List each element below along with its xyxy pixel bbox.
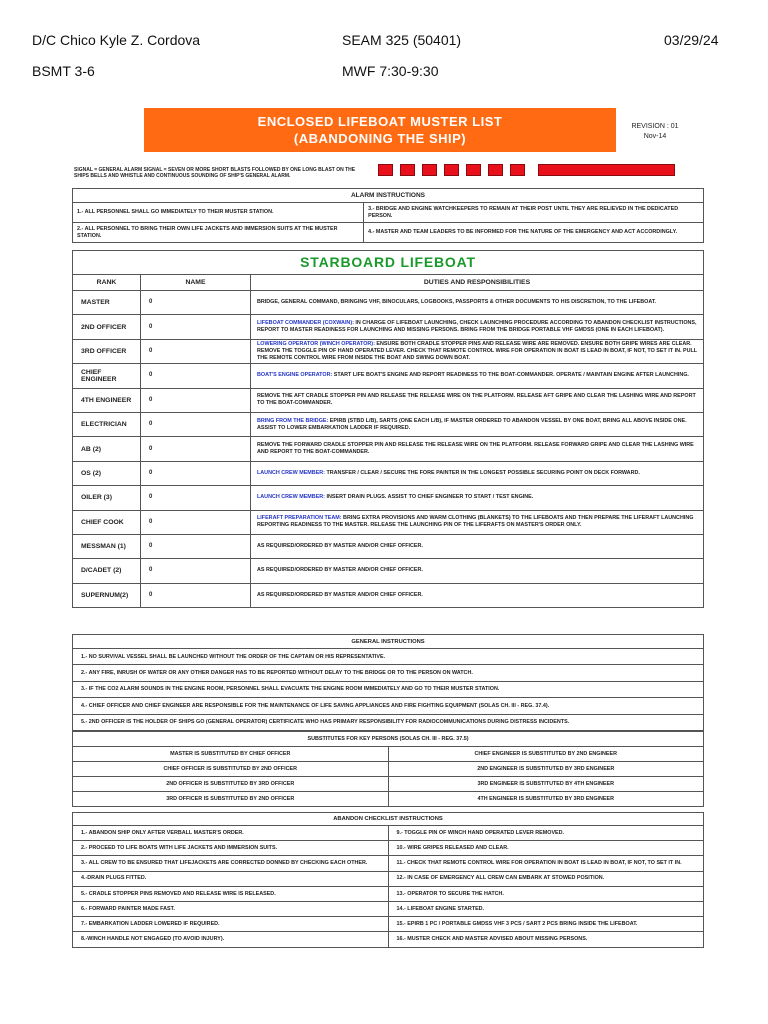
course-code: SEAM 325 (50401) xyxy=(342,32,462,48)
section-title: STARBOARD LIFEBOAT xyxy=(73,251,704,275)
duty-role: LIFEBOAT COMMANDER (COXWAIN): xyxy=(257,320,354,327)
crew-rank: MASTER xyxy=(73,291,141,315)
crew-duty xyxy=(251,534,704,558)
date: 03/29/24 xyxy=(664,32,719,48)
checklist-item: 6.- FORWARD PAINTER MADE FAST. xyxy=(73,901,389,916)
crew-duty xyxy=(251,437,704,461)
column-header-duties: DUTIES AND RESPONSIBILITIES xyxy=(251,275,704,291)
checklist-item: 11.- CHECK THAT REMOTE CONTROL WIRE FOR OPERATION IN BOAT IS LEAD IN BOAT, IF NOT, TO SET IT IN. xyxy=(388,856,704,871)
banner-subtitle: (ABANDONING THE SHIP) xyxy=(293,131,467,146)
crew-duty xyxy=(251,339,704,363)
short-blast-flag xyxy=(466,164,481,176)
crew-rank: 2ND OFFICER xyxy=(73,315,141,339)
duty-text: EPIRB (STBD L/B), SARTS (ONE EACH L/B), IF MASTER ORDERED TO ABANDON VESSEL BY ONE BOAT, BRING ALL ABOVE INSIDE ONE. ASSIST TO LOWER EMBARKATION LADDER IF REQUIRED. xyxy=(257,417,687,431)
short-blast-flag xyxy=(444,164,459,176)
substitutes-title: SUBSTITUTES FOR KEY PERSONS (SOLAS CH. III - REG. 37.5) xyxy=(73,732,704,747)
crew-duty xyxy=(251,388,704,412)
crew-row xyxy=(73,583,704,607)
duty-text: BRIDGE, GENERAL COMMAND, BRINGING VHF, BINOCULARS, LOGBOOKS, PASSPORTS & OTHER DOCUMENTS TO HIS DISCRETION, TO THE LIFEBOAT. xyxy=(257,299,657,306)
schedule: MWF 7:30-9:30 xyxy=(342,63,439,79)
crew-row xyxy=(73,437,704,461)
crew-rank: SUPERNUM(2) xyxy=(73,583,141,607)
crew-rank: MESSMAN (1) xyxy=(73,534,141,558)
checklist-item: 13.- OPERATOR TO SECURE THE HATCH. xyxy=(388,886,704,901)
substitute-entry: 3RD ENGINEER IS SUBSTITUTED BY 4TH ENGINEER xyxy=(388,777,704,792)
general-instructions-table xyxy=(72,634,704,731)
duty-role: LIFERAFT PREPARATION TEAM: xyxy=(257,515,342,522)
short-blast-flag xyxy=(378,164,393,176)
duty-text: BRING EXTRA PROVISIONS AND WARM CLOTHING (BLANKETS) TO THE LIFEBOATS AND THEN PREPARE THE LIFERAFT LAUNCHING REPORTING READINESS TO THE MASTER. RELEASE THE LAUNCHING PIN OF THE LIFERAFTS ON MASTER'S ORDER ONLY. xyxy=(257,515,694,529)
substitute-entry: MASTER IS SUBSTITUTED BY CHIEF OFFICER xyxy=(73,747,389,762)
crew-rank: OS (2) xyxy=(73,461,141,485)
alarm-instructions-table xyxy=(72,188,704,243)
general-item: 3.- IF THE CO2 ALARM SOUNDS IN THE ENGINE ROOM, PERSONNEL SHALL EVACUATE THE ENGINE ROOM IMMEDIATELY AND GO TO THEIR MUSTER STATION. xyxy=(73,681,704,697)
checklist-item: 9.- TOGGLE PIN OF WINCH HAND OPERATED LEVER REMOVED. xyxy=(388,826,704,841)
general-item: 4.- CHIEF OFFICER AND CHIEF ENGINEER ARE RESPONSIBLE FOR THE MAINTENANCE OF LIFE SAVING APPLIANCES AND FIRE FIGHTING EQUIPMENT (SOLAS CH. III - REG. 37.4). xyxy=(73,698,704,714)
checklist-item: 3.- ALL CREW TO BE ENSURED THAT LIFEJACKETS ARE CORRECTED DONNED BY CHECKING EACH OTHER. xyxy=(73,856,389,871)
crew-duty xyxy=(251,510,704,534)
checklist-item: 4.-DRAIN PLUGS FITTED. xyxy=(73,871,389,886)
short-blast-flag xyxy=(422,164,437,176)
crew-rank: 3RD OFFICER xyxy=(73,339,141,363)
crew-duty xyxy=(251,461,704,485)
duty-role: LAUNCH CREW MEMBER: xyxy=(257,469,325,476)
alarm-item: 3.- BRIDGE AND ENGINE WATCHKEEPERS TO REMAIN AT THEIR POST UNTIL THEY ARE RELIEVED IN THE DEDICATED PERSON. xyxy=(364,203,704,223)
crew-row xyxy=(73,559,704,583)
short-blast-flag xyxy=(510,164,525,176)
general-item: 1.- NO SURVIVAL VESSEL SHALL BE LAUNCHED WITHOUT THE ORDER OF THE CAPTAIN OR HIS REPRESENTATIVE. xyxy=(73,649,704,665)
duty-text: AS REQUIRED/ORDERED BY MASTER AND/OR CHIEF OFFICER. xyxy=(257,591,423,598)
crew-name: 0 xyxy=(141,315,251,339)
abandon-checklist-title: ABANDON CHECKLIST INSTRUCTIONS xyxy=(73,813,704,826)
banner-title: ENCLOSED LIFEBOAT MUSTER LIST xyxy=(257,114,503,129)
duty-role: LOWERING OPERATOR (WINCH OPERATOR): xyxy=(257,340,375,347)
alarm-instructions-title: ALARM INSTRUCTIONS xyxy=(73,189,704,203)
revision-label: REVISION : 01 xyxy=(631,123,679,130)
duty-text: INSERT DRAIN PLUGS. ASSIST TO CHIEF ENGINEER TO START / TEST ENGINE. xyxy=(324,494,534,501)
starboard-lifeboat-table xyxy=(72,250,704,608)
revision-date: Nov-14 xyxy=(643,133,667,140)
crew-row xyxy=(73,510,704,534)
crew-name: 0 xyxy=(141,339,251,363)
revision-block xyxy=(626,122,684,142)
crew-name: 0 xyxy=(141,364,251,388)
alarm-signal-text: SIGNAL = GENERAL ALARM SIGNAL = SEVEN OR MORE SHORT BLASTS FOLLOWED BY ONE LONG BLAST ON THE SHIPS BELLS AND WHISTLE AND CONTINUOUS SOUNDING OF SHIP'S GENERAL ALARM. xyxy=(74,167,356,179)
duty-text: IN CHARGE OF LIFEBOAT LAUNCHING, CHECK LAUNCHING PROCEDURE ACCORDING TO ABANDON CHECKLIST INSTRUCTIONS, REPORT TO MASTER READINESS FOR LAUNCHING AND MISSING PERSONS. BRING FROM THE BRIDGE PORTABLE VHF GMDSS (ONE IN EACH LIFEBOAT). xyxy=(257,320,697,334)
crew-duty xyxy=(251,486,704,510)
checklist-item: 8.-WINCH HANDLE NOT ENGAGED (TO AVOID INJURY). xyxy=(73,932,389,947)
duty-role: LAUNCH CREW MEMBER: xyxy=(257,494,325,501)
checklist-item: 5.- CRADLE STOPPER PINS REMOVED AND RELEASE WIRE IS RELEASED. xyxy=(73,886,389,901)
crew-rank: D/CADET (2) xyxy=(73,559,141,583)
muster-list-banner xyxy=(144,108,616,152)
crew-rank: CHIEF COOK xyxy=(73,510,141,534)
crew-duty xyxy=(251,583,704,607)
section: BSMT 3-6 xyxy=(32,63,95,79)
student-name: D/C Chico Kyle Z. Cordova xyxy=(32,32,201,48)
alarm-item: 1.- ALL PERSONNEL SHALL GO IMMEDIATELY TO THEIR MUSTER STATION. xyxy=(73,203,364,223)
crew-duty xyxy=(251,412,704,436)
crew-name: 0 xyxy=(141,437,251,461)
crew-duty xyxy=(251,559,704,583)
duty-text: REMOVE THE AFT CRADLE STOPPER PIN AND RELEASE THE RELEASE WIRE ON THE PLATFORM. RELEASE AFT GRIPE AND CLEAR THE LASHING WIRE AND REPORT TO THE BOAT-COMMANDER. xyxy=(257,393,696,407)
checklist-item: 12.- IN CASE OF EMERGENCY ALL CREW CAN EMBARK AT STOWED POSITION. xyxy=(388,871,704,886)
crew-duty xyxy=(251,315,704,339)
column-header-rank: RANK xyxy=(73,275,141,291)
crew-name: 0 xyxy=(141,412,251,436)
crew-row xyxy=(73,291,704,315)
crew-rank: ELECTRICIAN xyxy=(73,412,141,436)
crew-row xyxy=(73,388,704,412)
crew-rank: AB (2) xyxy=(73,437,141,461)
short-blast-flag xyxy=(400,164,415,176)
alarm-signal-flags xyxy=(378,164,675,176)
crew-row xyxy=(73,412,704,436)
duty-text: START LIFE BOAT'S ENGINE AND REPORT READINESS TO THE BOAT-COMMANDER. OPERATE / MAINTAIN ENGINE AFTER LAUNCHING. xyxy=(332,372,689,379)
alarm-item: 2.- ALL PERSONNEL TO BRING THEIR OWN LIFE JACKETS AND IMMERSION SUITS AT THE MUSTER STATION. xyxy=(73,223,364,243)
crew-name: 0 xyxy=(141,388,251,412)
crew-rank: CHIEF ENGINEER xyxy=(73,364,141,388)
general-item: 2.- ANY FIRE, INRUSH OF WATER OR ANY OTHER DANGER HAS TO BE REPORTED WITHOUT DELAY TO THE BRIDGE OR TO THE PERSON ON WATCH. xyxy=(73,665,704,681)
long-blast-flag xyxy=(538,164,675,176)
column-header-name: NAME xyxy=(141,275,251,291)
substitute-entry: CHIEF ENGINEER IS SUBSTITUTED BY 2ND ENGINEER xyxy=(388,747,704,762)
crew-name: 0 xyxy=(141,461,251,485)
duty-text: AS REQUIRED/ORDERED BY MASTER AND/OR CHIEF OFFICER. xyxy=(257,567,423,574)
crew-name: 0 xyxy=(141,486,251,510)
general-item: 5.- 2ND OFFICER IS THE HOLDER OF SHIPS GO (GENERAL OPERATOR) CERTIFICATE WHO HAS PRIMARY RESPONSIBILITY FOR RADIOCOMMUNICATIONS DURING DISTRESS INCIDENTS. xyxy=(73,714,704,730)
checklist-item: 1.- ABANDON SHIP ONLY AFTER VERBALL MASTER'S ORDER. xyxy=(73,826,389,841)
crew-duty xyxy=(251,291,704,315)
duty-text: REMOVE THE FORWARD CRADLE STOPPER PIN AND RELEASE THE RELEASE WIRE ON THE PLATFORM. RELEASE FORWARD GRIPE AND CLEAR THE LASHING WIRE AND REPORT TO THE BOAT-COMMANDER. xyxy=(257,442,694,456)
crew-row xyxy=(73,486,704,510)
crew-row xyxy=(73,364,704,388)
crew-rank: 4TH ENGINEER xyxy=(73,388,141,412)
crew-name: 0 xyxy=(141,534,251,558)
alarm-item: 4.- MASTER AND TEAM LEADERS TO BE INFORMED FOR THE NATURE OF THE EMERGENCY AND ACT ACCORDINGLY. xyxy=(364,223,704,243)
short-blast-flag xyxy=(488,164,503,176)
checklist-item: 7.- EMBARKATION LADDER LOWERED IF REQUIRED. xyxy=(73,917,389,932)
duty-text: AS REQUIRED/ORDERED BY MASTER AND/OR CHIEF OFFICER. xyxy=(257,543,423,550)
abandon-checklist-table xyxy=(72,812,704,948)
crew-row xyxy=(73,339,704,363)
substitute-entry: 2ND OFFICER IS SUBSTITUTED BY 3RD OFFICER xyxy=(73,777,389,792)
crew-rank: OILER (3) xyxy=(73,486,141,510)
crew-name: 0 xyxy=(141,559,251,583)
crew-duty xyxy=(251,364,704,388)
general-instructions-title: GENERAL INSTRUCTIONS xyxy=(73,635,704,649)
checklist-item: 10.- WIRE GRIPES RELEASED AND CLEAR. xyxy=(388,841,704,856)
duty-role: BRING FROM THE BRIDGE: xyxy=(257,417,329,424)
crew-row xyxy=(73,534,704,558)
checklist-item: 2.- PROCEED TO LIFE BOATS WITH LIFE JACKETS AND IMMERSION SUITS. xyxy=(73,841,389,856)
substitute-entry: 4TH ENGINEER IS SUBSTITUTED BY 3RD ENGINEER xyxy=(388,792,704,807)
crew-row xyxy=(73,461,704,485)
crew-name: 0 xyxy=(141,510,251,534)
crew-name: 0 xyxy=(141,583,251,607)
duty-text: ENSURE BOTH CRADLE STOPPER PINS AND RELEASE WIRE ARE REMOVED. ENSURE BOTH GRIPE WIRES ARE CLEAR. REMOVE THE TOGGLE PIN OF HAND OPERATED LEVER. CHECK THAT REMOTE CONTROL WIRE FOR OPERATION IN BOAT IS LEAD IN BOAT, IF NOT, TO SET IT IN. PULL THE REMOTE CONTROL WIRE FROM INSIDE THE BOAT AND SWING DOWN BOAT. xyxy=(257,340,697,361)
substitutes-table xyxy=(72,731,704,807)
checklist-item: 16.- MUSTER CHECK AND MASTER ADVISED ABOUT MISSING PERSONS. xyxy=(388,932,704,947)
substitute-entry: 3RD OFFICER IS SUBSTITUTED BY 2ND OFFICER xyxy=(73,792,389,807)
duty-role: BOAT'S ENGINE OPERATOR: xyxy=(257,372,333,379)
checklist-item: 15.- EPIRB 1 PC / PORTABLE GMDSS VHF 3 PCS / SART 2 PCS BRING INSIDE THE LIFEBOAT. xyxy=(388,917,704,932)
checklist-item: 14.- LIFEBOAT ENGINE STARTED. xyxy=(388,901,704,916)
crew-row xyxy=(73,315,704,339)
substitute-entry: CHIEF OFFICER IS SUBSTITUTED BY 2ND OFFICER xyxy=(73,762,389,777)
duty-text: TRANSFER / CLEAR / SECURE THE FORE PAINTER IN THE LONGEST POSSIBLE SECURING POINT ON DECK FORWARD. xyxy=(324,469,640,476)
crew-name: 0 xyxy=(141,291,251,315)
substitute-entry: 2ND ENGINEER IS SUBSTITUTED BY 3RD ENGINEER xyxy=(388,762,704,777)
